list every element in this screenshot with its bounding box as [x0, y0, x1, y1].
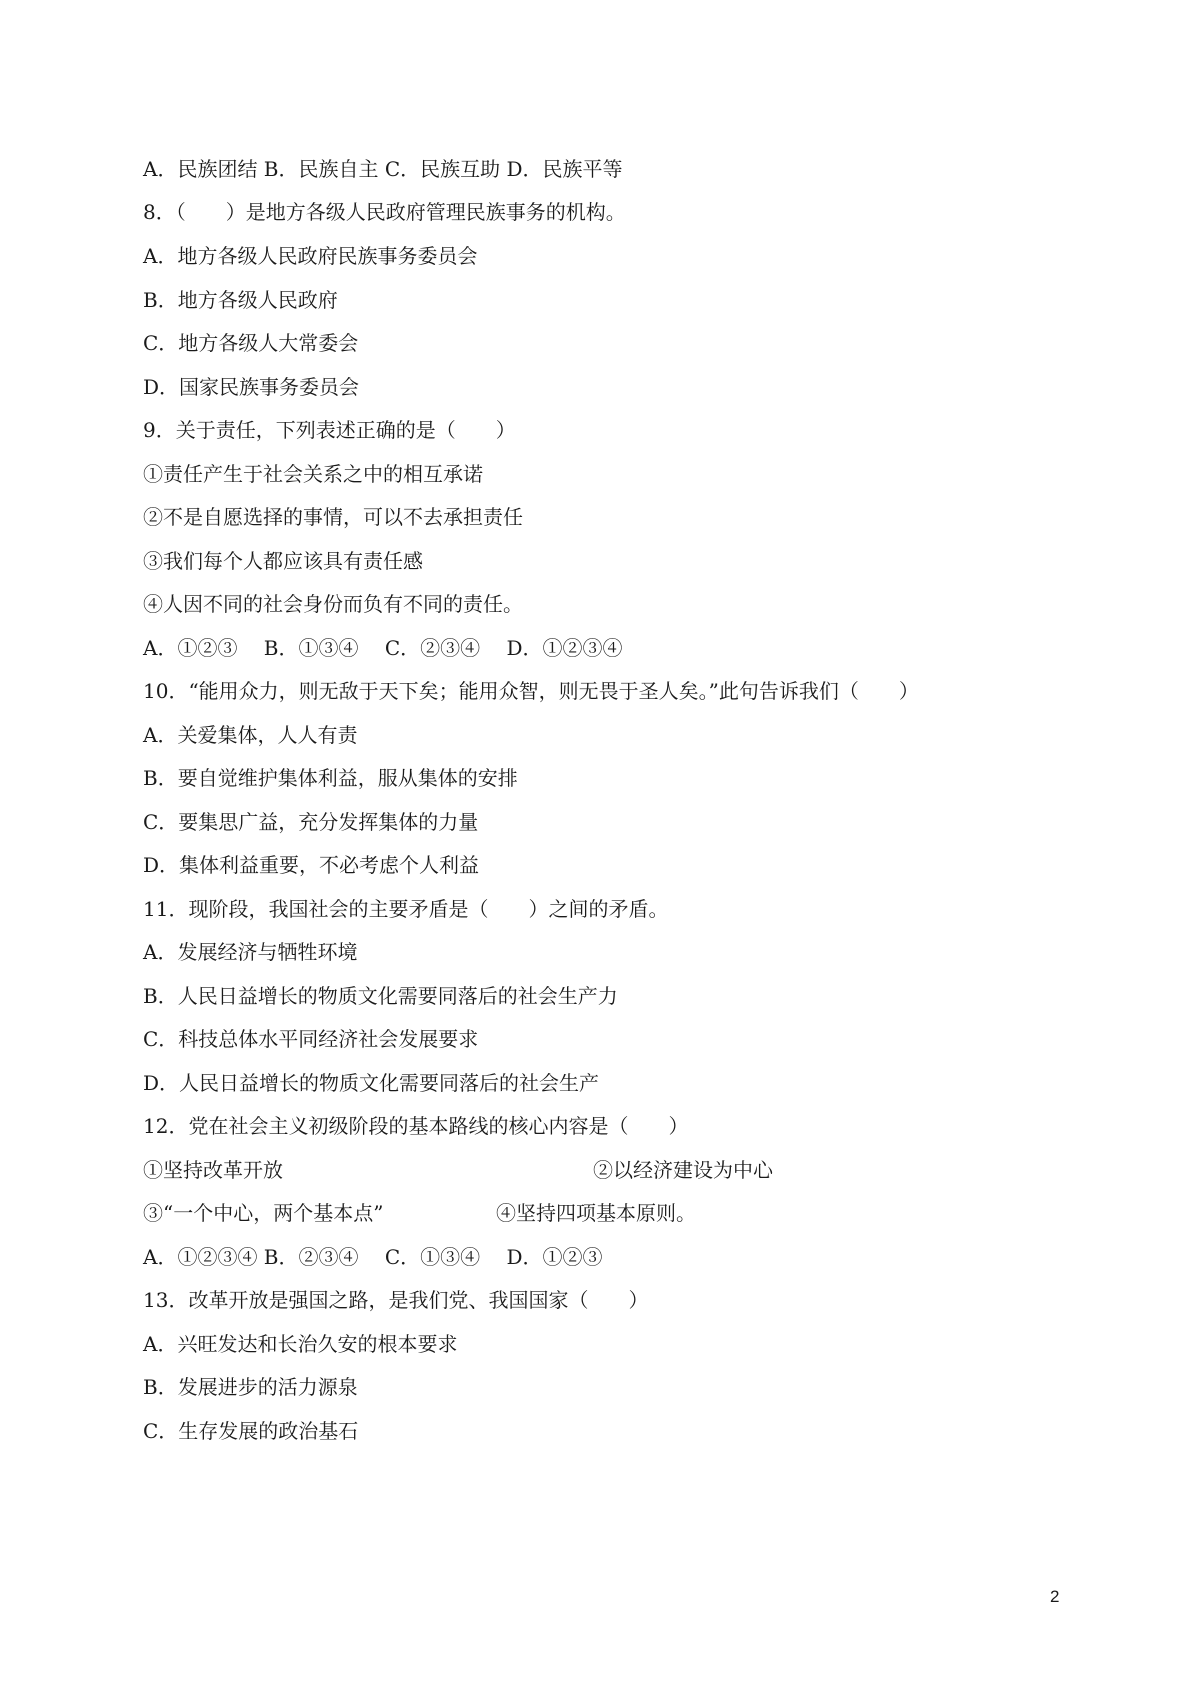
page-number: 2 [1050, 1587, 1060, 1606]
q11-option-b: B．人民日益增长的物质文化需要同落后的社会生产力 [143, 984, 618, 1008]
q9-options: A．①②③ B．①③④ C．②③④ D．①②③④ [143, 636, 623, 660]
q12-statement-4: ④坚持四项基本原则。 [496, 1201, 696, 1225]
q12-statement-1: ①坚持改革开放 [143, 1158, 283, 1182]
q9-statement-2: ②不是自愿选择的事情，可以不去承担责任 [143, 505, 523, 529]
q9-statement-3: ③我们每个人都应该具有责任感 [143, 549, 423, 573]
q12-options: A．①②③④ B．②③④ C．①③④ D．①②③ [143, 1245, 603, 1269]
q8-option-a: A．地方各级人民政府民族事务委员会 [143, 244, 478, 268]
q12-statement-3: ③“一个中心，两个基本点” [143, 1201, 384, 1225]
q9-stem: 9．关于责任，下列表述正确的是（ ） [143, 418, 516, 442]
q8-option-c: C．地方各级人大常委会 [143, 331, 359, 355]
q10-option-a: A．关爱集体，人人有责 [143, 723, 358, 747]
q9-statement-1: ①责任产生于社会关系之中的相互承诺 [143, 462, 483, 486]
q9-statement-4: ④人因不同的社会身份而负有不同的责任。 [143, 592, 523, 616]
q12-statement-2: ②以经济建设为中心 [593, 1158, 773, 1182]
q8-stem: 8．（ ）是地方各级人民政府管理民族事务的机构。 [143, 200, 626, 224]
q11-stem: 11．现阶段，我国社会的主要矛盾是（ ）之间的矛盾。 [143, 897, 669, 921]
q10-stem: 10．“能用众力，则无敌于天下矣；能用众智，则无畏于圣人矣。”此句告诉我们（ ） [143, 679, 919, 703]
q13-option-b: B．发展进步的活力源泉 [143, 1375, 358, 1399]
q13-option-a: A．兴旺发达和长治久安的根本要求 [143, 1332, 458, 1356]
q10-option-c: C．要集思广益，充分发挥集体的力量 [143, 810, 479, 834]
q13-stem: 13．改革开放是强国之路，是我们党、我国国家（ ） [143, 1288, 649, 1312]
q11-option-d: D．人民日益增长的物质文化需要同落后的社会生产 [143, 1071, 600, 1095]
q8-option-d: D．国家民族事务委员会 [143, 375, 360, 399]
q10-option-b: B．要自觉维护集体利益，服从集体的安排 [143, 766, 518, 790]
q11-option-a: A．发展经济与牺牲环境 [143, 940, 358, 964]
q11-option-c: C．科技总体水平同经济社会发展要求 [143, 1027, 479, 1051]
q10-option-d: D．集体利益重要，不必考虑个人利益 [143, 853, 480, 877]
q12-stem: 12．党在社会主义初级阶段的基本路线的核心内容是（ ） [143, 1114, 689, 1138]
q13-option-c: C．生存发展的政治基石 [143, 1419, 359, 1443]
q7-options: A．民族团结 B．民族自主 C．民族互助 D．民族平等 [143, 157, 623, 181]
q8-option-b: B．地方各级人民政府 [143, 288, 338, 312]
